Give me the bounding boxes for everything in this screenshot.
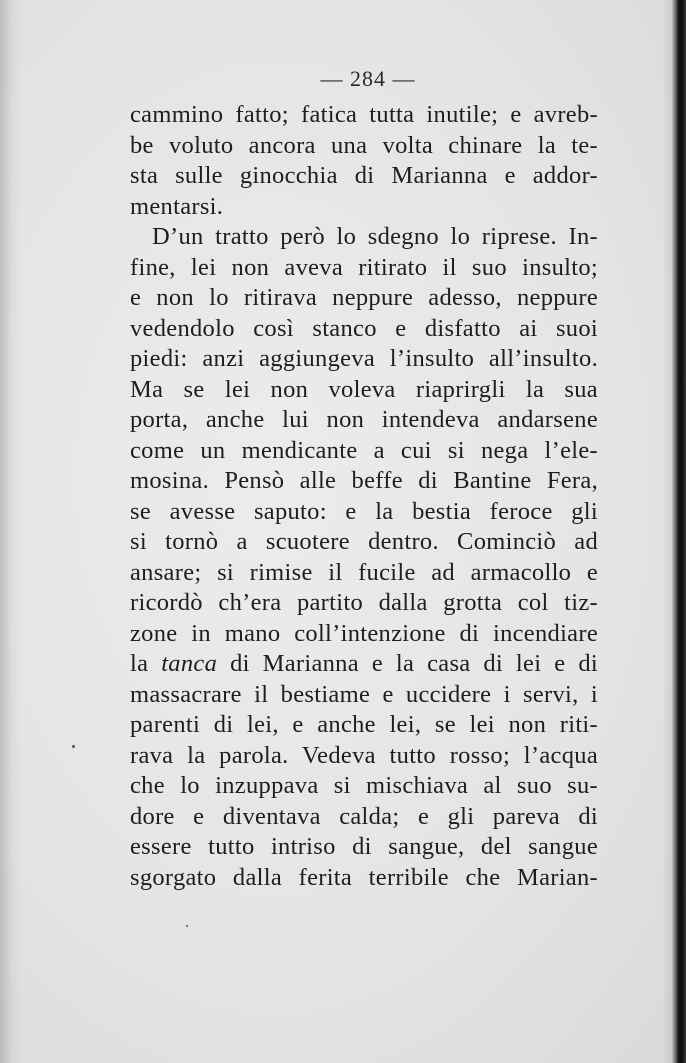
text-line: piedi: anzi aggiungeva l’insulto all’insulto. [130, 345, 598, 372]
text-line: e non lo ritirava neppure adesso, neppure [130, 284, 598, 311]
text-line: porta, anche lui non intendeva andarsene [130, 406, 598, 433]
paper-speck [72, 745, 75, 748]
text-line: be voluto ancora una volta chinare la te- [130, 131, 598, 159]
text-line: rava la parola. Vedeva tutto rosso; l’acqua [130, 741, 598, 769]
book-spine-edge [672, 0, 686, 1063]
text-line: zone in mano coll’intenzione di incendiare [130, 619, 598, 647]
text-line-with-italic [130, 649, 598, 680]
text-fragment: la [130, 650, 149, 677]
body-text [130, 100, 598, 893]
text-line: se avesse saputo: e la bestia feroce gli [130, 497, 598, 525]
italic-word: tanca [161, 650, 218, 677]
text-line: sgorgato dalla ferita terribile che Marian- [130, 863, 598, 891]
text-line: ricordò ch’era partito dalla grotta col tiz- [130, 589, 598, 616]
text-line: dore e diventava calda; e gli pareva di [130, 802, 598, 830]
text-line: essere tutto intriso di sangue, del sangue [130, 833, 598, 860]
text-line: massacrare il bestiame e uccidere i servi, i [130, 680, 598, 708]
text-line: mosina. Pensò alle beffe di Bantine Fera, [130, 467, 598, 494]
text-line: parenti di lei, e anche lei, se lei non riti- [130, 711, 598, 738]
text-line: mentarsi. [130, 192, 224, 220]
text-fragment: di Marianna e la casa di lei e di [230, 650, 598, 677]
text-line: ansare; si rimise il fucile ad armacollo e [130, 558, 598, 586]
text-line: sta sulle ginocchia di Marianna e addor- [130, 162, 598, 189]
text-line: cammino fatto; fatica tutta inutile; e avreb- [130, 101, 598, 128]
text-line: si tornò a scuotere dentro. Cominciò ad [130, 528, 598, 555]
text-line: D’un tratto però lo sdegno lo riprese. In- [152, 223, 598, 250]
text-line: fine, lei non aveva ritirato il suo insulto; [130, 253, 598, 281]
text-line: che lo inzuppava si mischiava al suo su- [130, 772, 598, 799]
page-number: — 284 — [320, 66, 416, 91]
text-line: Ma se lei non voleva riaprirgli la sua [130, 375, 598, 403]
page-left-shadow [0, 0, 22, 1063]
paper-speck [186, 925, 188, 927]
text-line: vedendolo così stanco e disfatto ai suoi [130, 314, 598, 342]
text-line: come un mendicante a cui si nega l’ele- [130, 436, 598, 464]
page-right-shadow [662, 0, 672, 1063]
